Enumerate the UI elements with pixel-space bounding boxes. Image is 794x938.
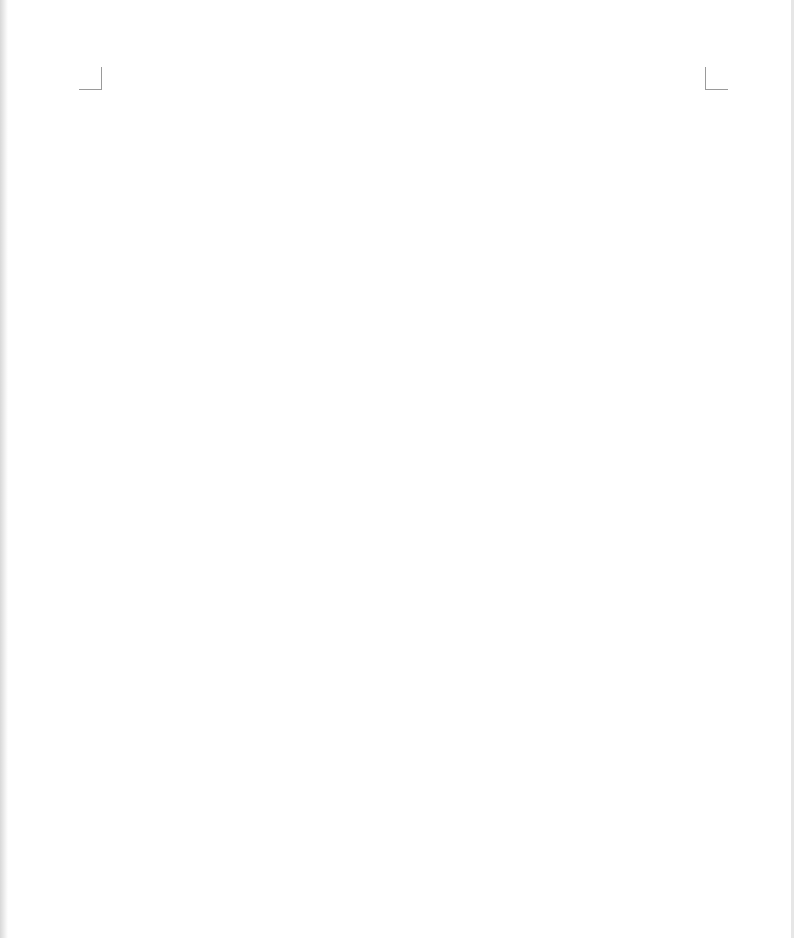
margin-corner-mark-right bbox=[705, 67, 728, 90]
page-shadow-left bbox=[0, 0, 8, 938]
margin-corner-mark-left bbox=[79, 67, 102, 90]
